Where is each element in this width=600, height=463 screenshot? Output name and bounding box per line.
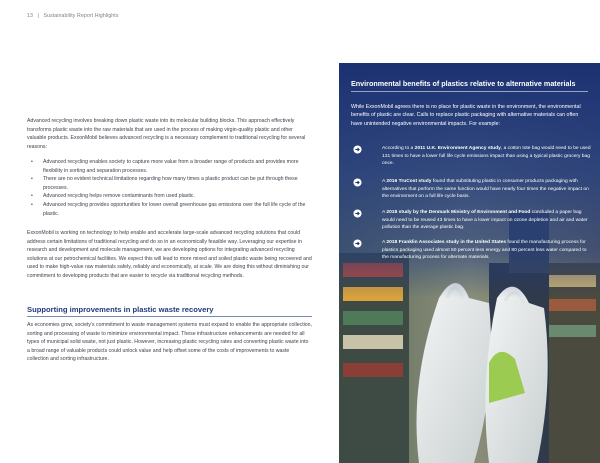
bullet-icon: • (31, 159, 33, 165)
arrow-right-circle-icon (353, 209, 362, 218)
report-title: Sustainability Report Highlights (43, 13, 119, 19)
panel-title: Environmental benefits of plastics relative to alternative materials (351, 79, 576, 88)
arrow-right-circle-icon (353, 239, 362, 248)
intro-paragraph: Advanced recycling involves breaking down plastic waste into its molecular building blocks. This approach effectively transforms plastic waste into the raw materials that are used in the process of making virgin-quality plastic and other valuable products. ExxonMobil believes advanced recycling is a necessary complement to traditional recycling for several reasons: (27, 118, 306, 150)
reasons-list (27, 158, 312, 218)
body-paragraph: ExxonMobil is working on technology to help enable and accelerate large-scale advanced recycling solutions that could address certain limitations of traditional recycling and do so in an economically feasible way. Leveraging our expertise in research and development and molecule management, we are developing options for integrating advanced recycling solutions at our petrochemical facilities. We expect this will lead to more mixed and soiled plastic waste being recovered and used to make high-value raw materials safely, reliably and economically, at scale. We are doing this without diminishing our commitment to developing products that are easier to recycle via traditional recycling methods. (27, 230, 312, 279)
bullet-icon: • (31, 201, 33, 208)
arrow-right-circle-icon (353, 145, 362, 154)
list-item (27, 192, 312, 201)
benefit-text: A 2016 TruCost study found that substituting plastic in consumer products packaging with alternatives that perform the same function would have nearly four times the negative impact on the environment on a full life cycle basis. (382, 179, 589, 200)
bullet-text: There are no evident technical limitations regarding how many times a plastic product can be put through these processes. (43, 176, 298, 191)
bullet-text: Advanced recycling enables society to capture more value from a broader range of products and provides more flexibility in sorting and separation processes. (43, 159, 299, 174)
subheading-divider (27, 316, 312, 317)
benefit-text: A 2018 Franklin Associates study in the United States found the manufacturing process for plastics packaging used almost 50 percent less energy and 80 percent less water compared to the manufacturing process for alternate materials. (382, 240, 587, 261)
panel-intro: While ExxonMobil agrees there is no place for plastic waste in the environment, the environmental benefits of plastic are clear. Calls to replace plastic packaging with alternative materials can often have unintended negative environmental impacts. For example: (351, 104, 581, 127)
bullet-text: Advanced recycling provides opportunities for lower overall greenhouse gas emissions over the full life cycle of the plastic. (43, 201, 306, 217)
page-number: 13 (27, 13, 33, 19)
list-item (27, 175, 312, 192)
arrow-right-circle-icon (353, 178, 362, 187)
environmental-benefits-panel (339, 63, 600, 298)
bullet-icon: • (31, 193, 33, 200)
header-separator: | (37, 13, 39, 19)
list-item (27, 158, 312, 175)
body-paragraph: As economies grow, society's commitment to waste management systems must expand to enable the appropriate collection, sorting and processing of waste to minimize environmental impact. These infrastructure enhancements are needed for all types of municipal solid waste, not just plastic. However, increasing plastic recycling rates and converting plastic waste into a broad range of valuable products could unlock value and help offset some of the costs of improvements to waste collection and sorting infrastructure. (27, 322, 313, 363)
section-subheading: Supporting improvements in plastic waste recovery (27, 305, 214, 314)
page-header (27, 13, 119, 19)
panel-divider (351, 91, 588, 92)
benefit-text: A 2018 study by the Denmark Ministry of Environment and Food concluded a paper bag would need to be reused 43 times to have a lower impact on ozone depletion and air and water pollution than the average plastic bag. (382, 210, 588, 231)
benefit-text: According to a 2011 U.K. Environment Agency study, a cotton tote bag would need to be used 131 times to have a lower full life cycle emissions impact than using a typical plastic grocery bag once. (382, 146, 591, 167)
list-item (27, 201, 312, 218)
bullet-icon: • (31, 176, 33, 183)
bullet-text: Advanced recycling helps remove contaminants from used plastic. (43, 193, 195, 200)
